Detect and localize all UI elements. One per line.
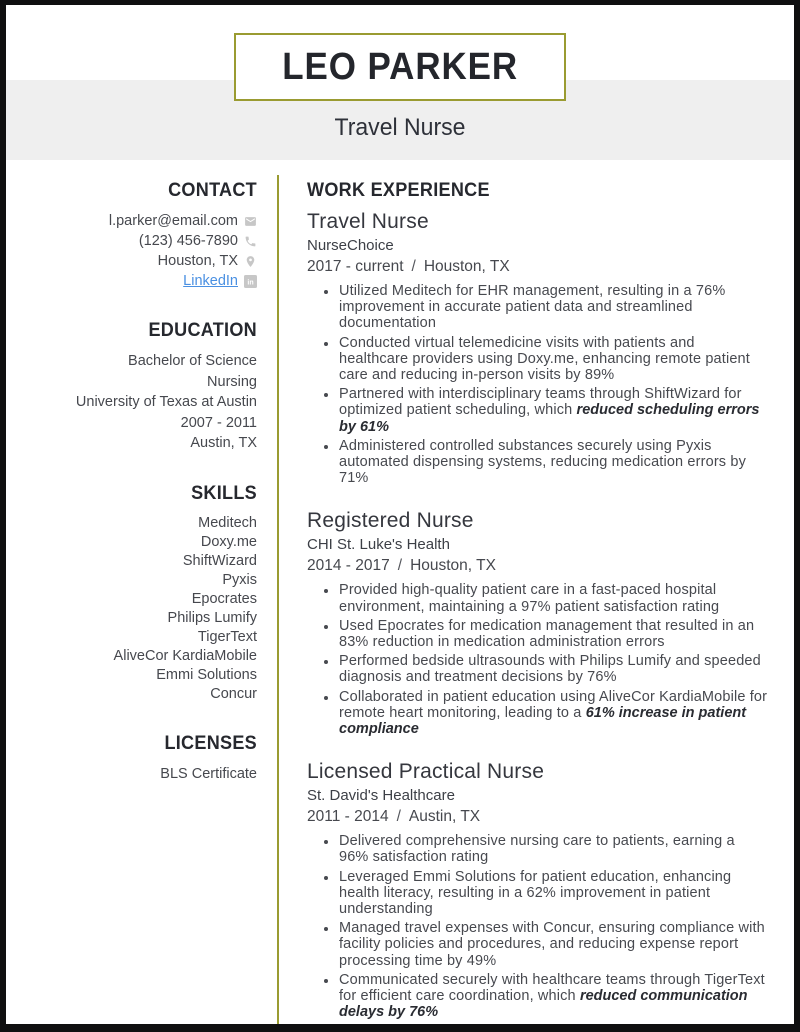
work-experience-section <box>279 175 794 1024</box>
skill-item: Doxy.me <box>200 533 257 550</box>
header <box>6 5 794 160</box>
job-dates-location <box>307 258 768 276</box>
bullet-text: Collaborated in patient education using AliveCor KardiaMobile for remote heart monitoring, leading to a <box>339 688 768 721</box>
job-dates: 2011 - 2014 <box>307 808 389 826</box>
job <box>307 760 768 1020</box>
contact-heading: CONTACT <box>168 180 257 201</box>
phone-icon <box>244 235 257 248</box>
skills-list <box>16 514 257 704</box>
job-bullet-list <box>307 833 768 1020</box>
contact-item <box>16 211 257 231</box>
job <box>307 210 768 486</box>
education-line: Austin, TX <box>190 435 257 451</box>
skill-item: Emmi Solutions <box>156 666 257 683</box>
contact-item <box>16 251 257 271</box>
contact-text: l.parker@email.com <box>108 213 238 229</box>
job-bullet <box>338 618 768 650</box>
job-location: Houston, TX <box>410 557 496 575</box>
linkedin-link[interactable]: LinkedIn <box>183 273 238 289</box>
license-item: BLS Certificate <box>160 765 257 782</box>
job-dates: 2017 - current <box>307 258 404 275</box>
job-bullet <box>338 283 768 332</box>
job-bullet <box>338 386 768 435</box>
bullet-text: Managed travel expenses with Concur, ensuring compliance with facility policies and procedures, and reducing expense report processing time by 49% <box>339 920 765 969</box>
contact-section <box>16 181 257 291</box>
skill-item: Meditech <box>198 514 257 531</box>
bullet-text: Communicated securely with healthcare teams through TigerText for efficient care coordination, which <box>339 971 765 1005</box>
job-location: Austin, TX <box>408 808 481 826</box>
contact-item <box>16 271 257 291</box>
job-bullet <box>338 653 768 685</box>
job-bullet <box>338 689 768 738</box>
job-dates-location <box>307 557 768 575</box>
skill-item: Concur <box>210 685 257 702</box>
job-dates-location <box>307 808 768 826</box>
education-list <box>16 351 257 454</box>
education-heading: EDUCATION <box>148 320 257 341</box>
education-section <box>16 321 257 454</box>
job-title: Registered Nurse <box>307 509 474 533</box>
bullet-text: Used Epocrates for medication management that resulted in an 83% reduction in medication administration errors <box>339 617 755 651</box>
contact-item <box>16 231 257 251</box>
job-bullet <box>338 438 768 487</box>
job-title: Licensed Practical Nurse <box>307 760 545 784</box>
education-line: University of Texas at Austin <box>75 394 257 410</box>
bullet-text: Provided high-quality patient care in a fast-paced hospital environment, maintaining a 97% patient satisfaction rating <box>339 582 720 615</box>
bullet-text: Conducted virtual telemedicine visits with patients and healthcare providers using Doxy.me, enhancing remote patient care and reducing in-person visits by 89% <box>339 334 750 384</box>
skill-item: Epocrates <box>191 590 257 607</box>
skill-item: Philips Lumify <box>167 609 257 626</box>
job-company: CHI St. Luke's Health <box>307 536 450 554</box>
job-bullet <box>338 833 768 865</box>
bullet-emphasis: reduced communication delays by 76% <box>339 988 748 1021</box>
bullet-text: Leveraged Emmi Solutions for patient education, enhancing health literacy, resulting in a 62% improvement in patient understanding <box>339 868 732 918</box>
skill-item: AliveCor KardiaMobile <box>113 647 257 664</box>
dates-location-separator: / <box>396 808 401 826</box>
job-bullet-list <box>307 283 768 486</box>
job-bullet <box>338 920 768 969</box>
job-dates: 2014 - 2017 <box>307 557 390 575</box>
content-row <box>6 175 794 1024</box>
dates-location-separator: / <box>397 557 403 575</box>
job-title: Travel Nurse <box>307 210 429 233</box>
bullet-text: Partnered with interdisciplinary teams through ShiftWizard for optimized patient scheduling, which <box>339 386 742 419</box>
bullet-text: Delivered comprehensive nursing care to patients, earning a 96% satisfaction rating <box>339 833 735 866</box>
jobs-list <box>307 210 768 1021</box>
education-line: Bachelor of Science <box>128 353 257 369</box>
bullet-text: Performed bedside ultrasounds with Philips Lumify and speeded diagnosis and treatment decisions by 76% <box>339 653 761 686</box>
skills-heading: SKILLS <box>191 482 257 504</box>
contact-list <box>16 211 257 291</box>
envelope-icon <box>244 215 257 228</box>
job-company: NurseChoice <box>307 237 394 254</box>
linkedin-icon <box>244 275 257 288</box>
sidebar <box>6 175 279 1024</box>
licenses-heading: LICENSES <box>164 732 257 754</box>
job-company: St. David's Healthcare <box>307 787 455 805</box>
job-bullet <box>338 972 768 1021</box>
education-line: Nursing <box>207 373 257 390</box>
bullet-text: Utilized Meditech for EHR management, resulting in a 76% improvement in accurate patient data and streamlined documentation <box>339 283 726 332</box>
job-bullet <box>338 869 768 918</box>
skill-item: ShiftWizard <box>182 552 257 569</box>
dates-location-separator: / <box>411 258 416 275</box>
job-headline: Travel Nurse <box>334 114 466 141</box>
work-experience-heading: WORK EXPERIENCE <box>307 180 490 201</box>
job-bullet <box>338 582 768 614</box>
licenses-list <box>16 764 257 785</box>
skill-item: Pyxis <box>222 571 257 588</box>
person-name: LEO PARKER <box>282 45 518 88</box>
job-location: Houston, TX <box>423 258 510 275</box>
licenses-section <box>16 734 257 785</box>
job-bullet-list <box>307 582 768 737</box>
svg-text:in: in <box>247 278 254 286</box>
bullet-emphasis: 61% increase in patient compliance <box>339 704 747 738</box>
skills-section <box>16 484 257 704</box>
contact-text: (123) 456-7890 <box>138 233 238 249</box>
name-box <box>234 33 566 101</box>
contact-text: Houston, TX <box>157 253 238 269</box>
skill-item: TigerText <box>197 628 257 645</box>
location-pin-icon <box>244 255 257 268</box>
education-line: 2007 - 2011 <box>180 414 257 431</box>
bullet-emphasis: reduced scheduling errors by 61% <box>339 402 760 435</box>
bullet-text: Administered controlled substances securely using Pyxis automated dispensing systems, reducing medication errors by 71% <box>339 437 746 487</box>
job-bullet <box>338 335 768 384</box>
job <box>307 509 768 737</box>
